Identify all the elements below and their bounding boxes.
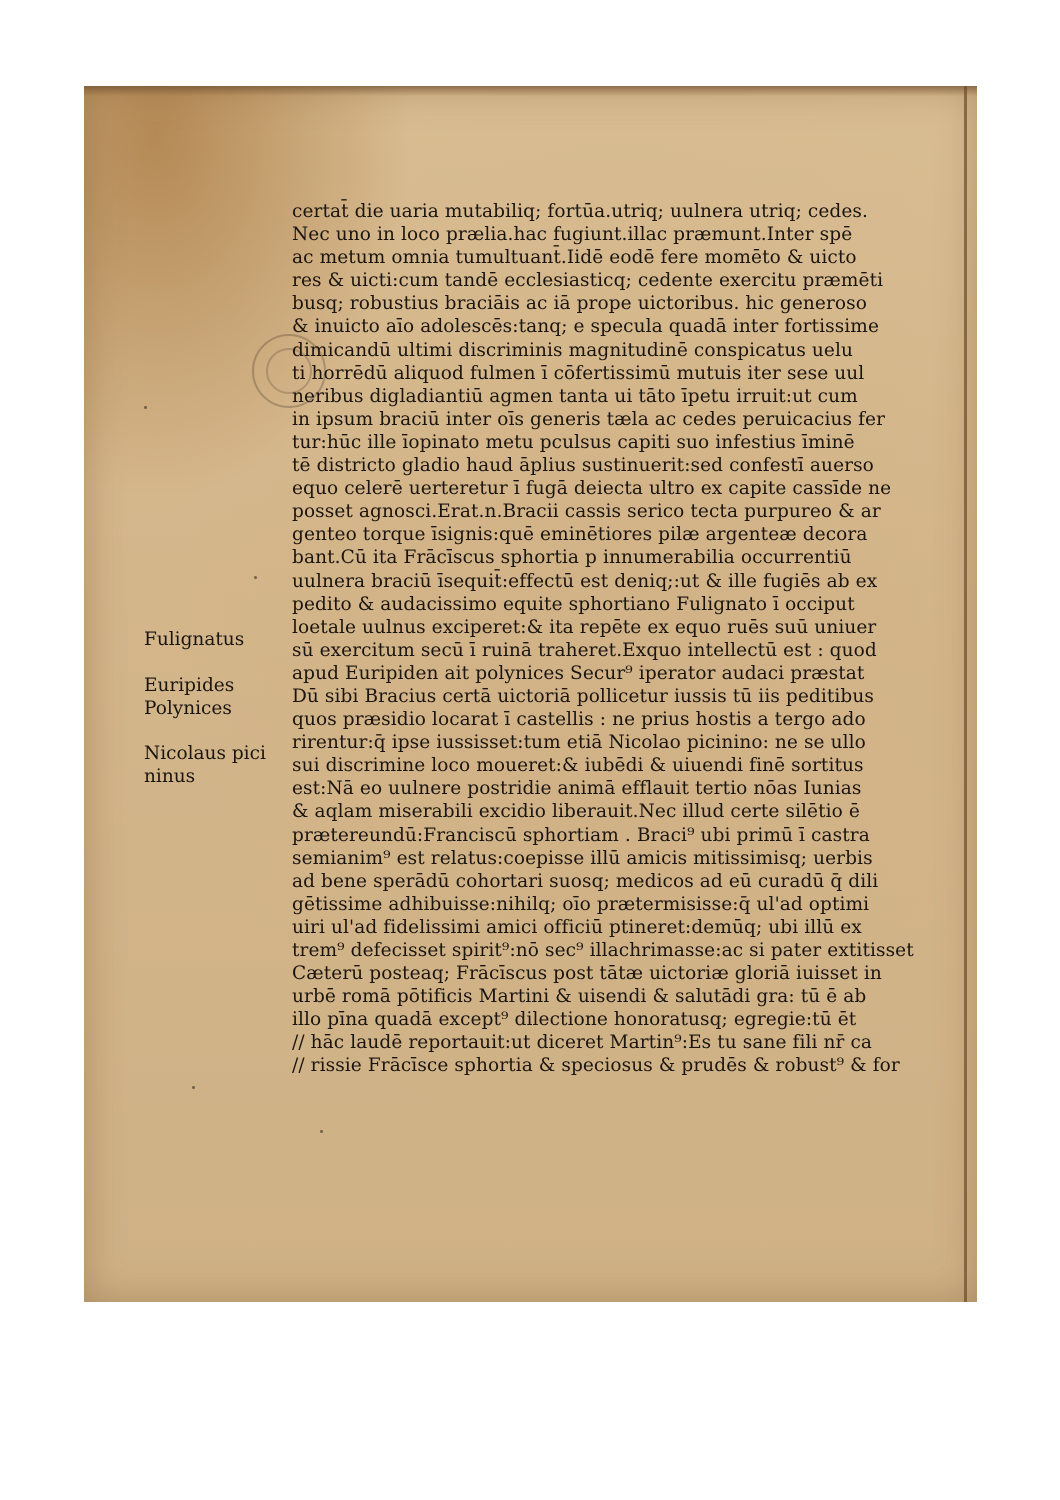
text-line: ti horrēdū aliquod fulmen ī cōfertissimū mutuis iter sese uul	[292, 362, 865, 384]
manuscript-scan	[84, 86, 977, 1302]
text-line: neribus digladiantiū agmen tanta ui tāto īpetu irruit:ut cum	[292, 385, 858, 407]
text-line: posset agnosci.Erat.n.Bracii cassis serico tecta purpureo & ar	[292, 501, 881, 523]
text-line: bant.Cū ita Frācīscus sphortia p innumerabilia occurrentiū	[292, 547, 852, 569]
text-line: pedito & audacissimo equite sphortiano Fulignato ī occiput	[292, 593, 855, 615]
text-line: equo celerē uerteretur ī fugā deiecta ultro ex capite cassīde ne	[292, 478, 892, 500]
text-line: res & uicti:cum tandē ecclesiasticq; cedente exercitu præmēti	[292, 270, 884, 292]
text-line: Dū sibi Bracius certā uictoriā pollicetur iussis tū iis peditibus	[292, 685, 874, 707]
ink-speck	[254, 576, 257, 579]
margin-note-fulignatus: Fulignatus	[144, 629, 245, 650]
text-line: // hāc laudē reportauit:ut diceret Martin⁹:Es tu sane fili nr̄ ca	[292, 1032, 873, 1054]
text-line: certat̄ die uaria mutabiliq; fortūa.utriq; uulnera utriq; cedes.	[292, 201, 868, 222]
text-line: urbē romā pōtificis Martini & uisendi & salutādi gra: tū ē ab	[292, 986, 867, 1008]
text-line: illo pīna quadā except⁹ dilectione honoratusq; egregie:tū ēt	[292, 1009, 857, 1031]
text-line: uulnera braciū īsequit̄:effectū est deniq;:ut & ille fugiēs ab ex	[292, 570, 878, 592]
text-line: ad bene sperādū cohortari suosq; medicos ad eū curadū q̄ dili	[292, 870, 879, 892]
text-line: tur:hūc ille īopinato metu pculsus capiti suo infestius īminē	[292, 431, 855, 453]
text-line: gētissime adhibuisse:nihilq; oīo prætermisisse:q̄ ul'ad optimi	[292, 893, 870, 915]
text-line: sui discrimine loco moueret:& iubēdi & uiuendi finē sortitus	[292, 755, 864, 777]
text-line: semianim⁹ est relatus:coepisse illū amicis mitissimisq; uerbis	[292, 847, 873, 869]
text-line: apud Euripiden ait polynices Secur⁹ iperator audaci præstat	[292, 662, 865, 684]
text-line: loetale uulnus exciperet:& ita repēte ex equo ruēs suū uniuer	[292, 616, 877, 638]
text-line: quos præsidio locarat ī castellis : ne prius hostis a tergo ado	[292, 709, 866, 731]
page-right-edge	[964, 86, 967, 1302]
margin-note-euripides: Euripides Polynices	[144, 675, 235, 719]
text-line: Nec uno in loco prælia.hac fugiunt.illac præmunt.Inter spē	[292, 224, 853, 246]
text-line: tē districto gladio haud āplius sustinuerit:sed confestī auerso	[292, 455, 874, 477]
text-line: & aqlam miserabili excidio liberauit.Nec illud certe silētio ē	[292, 801, 860, 823]
main-text-column	[292, 200, 922, 1078]
ink-speck	[320, 1130, 323, 1133]
text-line: ac metum omnia tumultuant̄.Iidē eodē fere momēto & uicto	[292, 247, 857, 269]
text-line: rirentur:q̄ ipse iussisset:tum etiā Nicolao picinino: ne se ullo	[292, 732, 866, 754]
text-line: busq; robustius braciāis ac iā prope uictoribus. hic generoso	[292, 293, 867, 315]
text-line: dimicandū ultimi discriminis magnitudinē conspicatus uelu	[292, 339, 853, 361]
text-line: trem⁹ defecisset spirit⁹:nō sec⁹ illachrimasse:ac si pater extitisset	[292, 940, 914, 961]
text-line: prætereundū:Franciscū sphortiam . Braci⁹ ubi primū ī castra	[292, 824, 870, 846]
text-line: est:Nā eo uulnere postridie animā efflauit tertio nōas Iunias	[292, 778, 862, 800]
ink-speck	[144, 406, 147, 409]
text-line: in ipsum braciū inter oīs generis tæla ac cedes peruicacius fer	[292, 408, 886, 430]
text-line: // rissie Frācīsce sphortia & speciosus & prudēs & robust⁹ & for	[292, 1055, 900, 1077]
text-line: uiri ul'ad fidelissimi amici officiū ptineret:demūq; ubi illū ex	[292, 916, 862, 938]
margin-note-nicolaus: Nicolaus pici ninus	[144, 743, 266, 787]
page-top-edge	[84, 86, 977, 96]
text-line: genteo torque īsignis:quē eminētiores pilæ argenteæ decora	[292, 524, 868, 546]
text-line: & inuicto aīo adolescēs:tanq; e specula quadā inter fortissime	[292, 316, 879, 338]
text-line: Cæterū posteaq; Frācīscus post tātæ uictoriæ gloriā iuisset in	[292, 963, 882, 985]
text-line: sū exercitum secū ī ruinā traheret.Exquo intellectū est : quod	[292, 639, 877, 661]
ink-speck	[192, 1086, 195, 1089]
